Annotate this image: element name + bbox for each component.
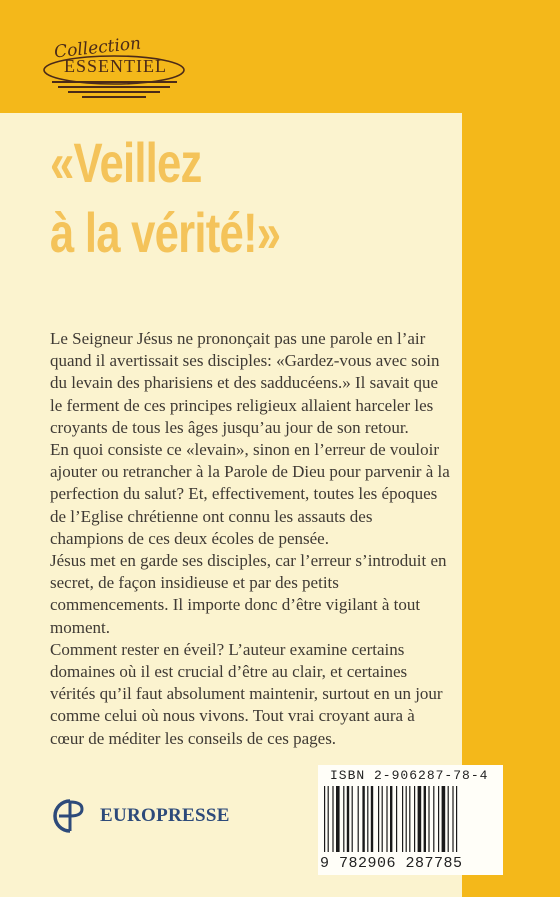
isbn-text: ISBN 2-906287-78-4 (330, 768, 489, 783)
publisher-name: EUROPRESSE (100, 805, 230, 826)
publisher (52, 798, 230, 834)
title-line-1: «Veillez (50, 131, 202, 194)
publisher-logo-icon (52, 798, 88, 834)
blurb-paragraph: Comment rester en éveil? L’auteur examine certains domaines où il est crucial d’être au clair, et certaines vérités qu’il faut absolument maintenir, surtout en un jour comme celui où nous vivons. Tout vrai croyant aura à cœur de méditer les conseils de ces pages. (50, 639, 443, 748)
book-title (50, 128, 280, 268)
blurb-paragraph: Jésus met en garde ses disciples, car l’erreur s’introduit en secret, de façon insidieuse et par des petits commencements. Il importe donc d’être vigilant à tout moment. (50, 551, 447, 637)
title-line-2: à la vérité!» (50, 201, 281, 264)
blurb-text (50, 328, 450, 750)
logo-script-text: Collection (53, 33, 142, 63)
blurb-paragraph: En quoi consiste ce «levain», sinon en l’erreur de vouloir ajouter ou retrancher à la Parole de Dieu pour parvenir à la perfection du salut? Et, effectivement, toutes les époques de l’Eglise chrétienne ont connu les assauts des champions de ces deux écoles de pensée. (50, 440, 450, 548)
ean-number: 9 782906 287785 (320, 855, 463, 872)
logo-main-text: ESSENTIEL (64, 56, 167, 76)
blurb-paragraph: Le Seigneur Jésus ne prononçait pas une parole en l’air quand il avertissait ses disciples: «Gardez-vous avec soin du levain des pharisiens et des sadducéens.» Il savait que le ferment de ces principes religieux allaient harceler les croyants de tous les âges jusqu’au jour de son retour. (50, 329, 440, 437)
collection-logo (42, 33, 187, 104)
barcode-bars (322, 786, 492, 854)
